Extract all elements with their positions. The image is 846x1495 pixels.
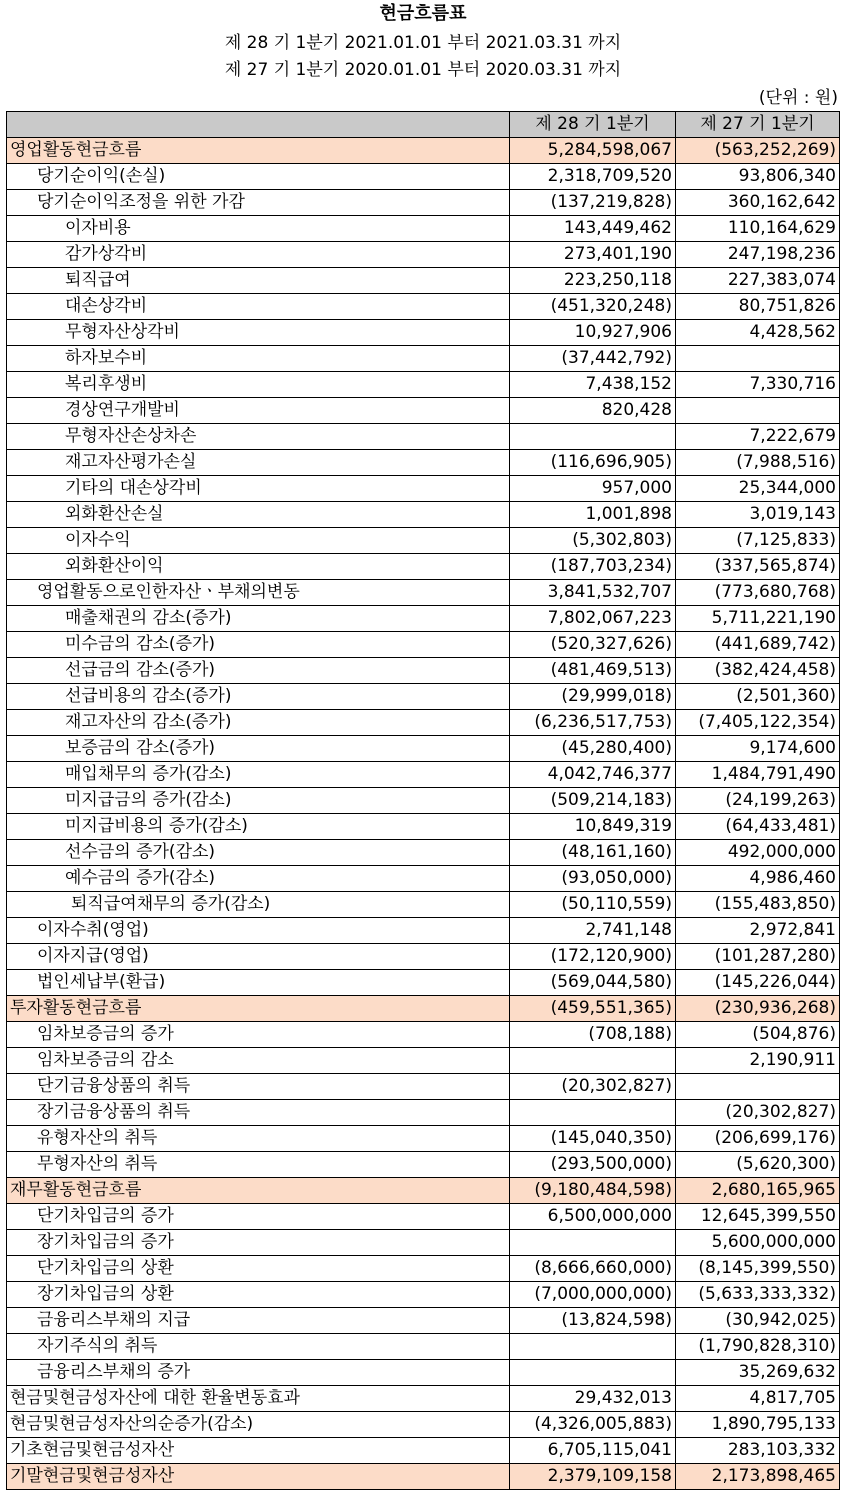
row-prior-value: 5,711,221,190 <box>676 606 840 632</box>
table-row <box>7 684 840 710</box>
row-current-value: 2,379,109,158 <box>510 1464 676 1490</box>
table-row <box>7 268 840 294</box>
row-current-value: (509,214,183) <box>510 788 676 814</box>
row-label: 현금및현금성자산의순증가(감소) <box>7 1412 510 1438</box>
row-prior-value: (563,252,269) <box>676 138 840 164</box>
table-row <box>7 1282 840 1308</box>
row-prior-value: 1,484,791,490 <box>676 762 840 788</box>
row-prior-value: (2,501,360) <box>676 684 840 710</box>
row-prior-value: 12,645,399,550 <box>676 1204 840 1230</box>
row-label: 퇴직급여채무의 증가(감소) <box>7 892 510 918</box>
table-row <box>7 294 840 320</box>
table-row <box>7 372 840 398</box>
table-row <box>7 658 840 684</box>
row-label: 무형자산손상차손 <box>7 424 510 450</box>
row-current-value: 2,741,148 <box>510 918 676 944</box>
row-prior-value: (230,936,268) <box>676 996 840 1022</box>
table-row <box>7 814 840 840</box>
row-label: 장기차입금의 증가 <box>7 1230 510 1256</box>
row-prior-value: (101,287,280) <box>676 944 840 970</box>
row-current-value: (293,500,000) <box>510 1152 676 1178</box>
period-current: 제 28 기 1분기 2021.01.01 부터 2021.03.31 까지 <box>224 33 622 53</box>
row-prior-value: (441,689,742) <box>676 632 840 658</box>
row-prior-value: (382,424,458) <box>676 658 840 684</box>
row-label: 경상연구개발비 <box>7 398 510 424</box>
row-label: 장기금융상품의 취득 <box>7 1100 510 1126</box>
row-prior-value: 110,164,629 <box>676 216 840 242</box>
row-current-value: 3,841,532,707 <box>510 580 676 606</box>
row-current-value: (520,327,626) <box>510 632 676 658</box>
row-current-value: 273,401,190 <box>510 242 676 268</box>
row-prior-value: 360,162,642 <box>676 190 840 216</box>
row-label: 선수금의 증가(감소) <box>7 840 510 866</box>
table-row <box>7 710 840 736</box>
row-current-value: (8,666,660,000) <box>510 1256 676 1282</box>
row-prior-value <box>676 346 840 372</box>
row-current-value: 10,849,319 <box>510 814 676 840</box>
row-current-value: (29,999,018) <box>510 684 676 710</box>
table-row <box>7 970 840 996</box>
table-row-section <box>7 1178 840 1204</box>
row-current-value: (13,824,598) <box>510 1308 676 1334</box>
table-row <box>7 944 840 970</box>
table-row <box>7 216 840 242</box>
table-row-section <box>7 138 840 164</box>
row-current-value: 7,802,067,223 <box>510 606 676 632</box>
table-row <box>7 580 840 606</box>
row-prior-value: 247,198,236 <box>676 242 840 268</box>
table-row <box>7 1152 840 1178</box>
row-prior-value: (145,226,044) <box>676 970 840 996</box>
row-label: 선급비용의 감소(증가) <box>7 684 510 710</box>
table-row <box>7 892 840 918</box>
row-current-value: (187,703,234) <box>510 554 676 580</box>
table-row <box>7 866 840 892</box>
table-row <box>7 918 840 944</box>
table-row <box>7 1074 840 1100</box>
row-label: 유형자산의 취득 <box>7 1126 510 1152</box>
row-current-value: (116,696,905) <box>510 450 676 476</box>
row-current-value: (9,180,484,598) <box>510 1178 676 1204</box>
table-row <box>7 528 840 554</box>
row-label: 매입채무의 증가(감소) <box>7 762 510 788</box>
row-label: 재무활동현금흐름 <box>7 1178 510 1204</box>
row-current-value: (481,469,513) <box>510 658 676 684</box>
row-label: 보증금의 감소(증가) <box>7 736 510 762</box>
table-row <box>7 1230 840 1256</box>
row-prior-value: (20,302,827) <box>676 1100 840 1126</box>
row-current-value: (6,236,517,753) <box>510 710 676 736</box>
row-current-value: (45,280,400) <box>510 736 676 762</box>
row-prior-value: (24,199,263) <box>676 788 840 814</box>
table-row <box>7 1412 840 1438</box>
table-row <box>7 554 840 580</box>
row-prior-value: (7,125,833) <box>676 528 840 554</box>
row-label: 현금및현금성자산에 대한 환율변동효과 <box>7 1386 510 1412</box>
row-current-value: (5,302,803) <box>510 528 676 554</box>
row-label: 예수금의 증가(감소) <box>7 866 510 892</box>
row-current-value: 1,001,898 <box>510 502 676 528</box>
table-row <box>7 476 840 502</box>
row-prior-value: 2,173,898,465 <box>676 1464 840 1490</box>
table-row <box>7 1308 840 1334</box>
row-prior-value: 80,751,826 <box>676 294 840 320</box>
row-label: 장기차입금의 상환 <box>7 1282 510 1308</box>
row-label: 영업활동현금흐름 <box>7 138 510 164</box>
row-label: 미수금의 감소(증가) <box>7 632 510 658</box>
row-label: 이자지급(영업) <box>7 944 510 970</box>
row-prior-value: 25,344,000 <box>676 476 840 502</box>
row-label: 외화환산이익 <box>7 554 510 580</box>
row-current-value: 29,432,013 <box>510 1386 676 1412</box>
row-current-value: 10,927,906 <box>510 320 676 346</box>
row-label: 단기차입금의 증가 <box>7 1204 510 1230</box>
row-label: 당기순이익조정을 위한 가감 <box>7 190 510 216</box>
row-current-value: 957,000 <box>510 476 676 502</box>
row-label: 금융리스부채의 증가 <box>7 1360 510 1386</box>
row-prior-value: (8,145,399,550) <box>676 1256 840 1282</box>
period-prior: 제 27 기 1분기 2020.01.01 부터 2020.03.31 까지 <box>224 60 622 80</box>
table-row-section <box>7 1464 840 1490</box>
row-current-value: 7,438,152 <box>510 372 676 398</box>
row-current-value: (172,120,900) <box>510 944 676 970</box>
row-prior-value: 4,428,562 <box>676 320 840 346</box>
row-prior-value: (773,680,768) <box>676 580 840 606</box>
row-current-value: 5,284,598,067 <box>510 138 676 164</box>
table-row <box>7 398 840 424</box>
row-label: 법인세납부(환급) <box>7 970 510 996</box>
row-label: 복리후생비 <box>7 372 510 398</box>
table-row <box>7 1386 840 1412</box>
row-prior-value: 227,383,074 <box>676 268 840 294</box>
row-prior-value <box>676 1074 840 1100</box>
row-current-value: (20,302,827) <box>510 1074 676 1100</box>
row-current-value: 6,500,000,000 <box>510 1204 676 1230</box>
header-current: 제 28 기 1분기 <box>510 112 676 138</box>
row-current-value <box>510 1360 676 1386</box>
row-current-value: (708,188) <box>510 1022 676 1048</box>
table-row <box>7 1022 840 1048</box>
row-prior-value: (1,790,828,310) <box>676 1334 840 1360</box>
row-prior-value: (5,620,300) <box>676 1152 840 1178</box>
row-prior-value: 7,330,716 <box>676 372 840 398</box>
row-label: 대손상각비 <box>7 294 510 320</box>
row-current-value: (37,442,792) <box>510 346 676 372</box>
row-prior-value: (5,633,333,332) <box>676 1282 840 1308</box>
row-label: 기초현금및현금성자산 <box>7 1438 510 1464</box>
row-prior-value: 2,190,911 <box>676 1048 840 1074</box>
row-prior-value: (337,565,874) <box>676 554 840 580</box>
row-label: 투자활동현금흐름 <box>7 996 510 1022</box>
row-current-value: 143,449,462 <box>510 216 676 242</box>
row-current-value: 2,318,709,520 <box>510 164 676 190</box>
row-prior-value: 3,019,143 <box>676 502 840 528</box>
table-row <box>7 1334 840 1360</box>
table-row <box>7 320 840 346</box>
unit-label: (단위 : 원) <box>758 88 838 108</box>
row-current-value: 820,428 <box>510 398 676 424</box>
table-row <box>7 424 840 450</box>
row-current-value <box>510 1048 676 1074</box>
row-label: 단기차입금의 상환 <box>7 1256 510 1282</box>
row-label: 기타의 대손상각비 <box>7 476 510 502</box>
row-label: 외화환산손실 <box>7 502 510 528</box>
row-label: 임차보증금의 증가 <box>7 1022 510 1048</box>
row-current-value: (569,044,580) <box>510 970 676 996</box>
row-current-value: (50,110,559) <box>510 892 676 918</box>
row-label: 매출채권의 감소(증가) <box>7 606 510 632</box>
row-prior-value: 2,972,841 <box>676 918 840 944</box>
row-label: 임차보증금의 감소 <box>7 1048 510 1074</box>
row-prior-value: 1,890,795,133 <box>676 1412 840 1438</box>
cash-flow-table <box>6 111 840 1490</box>
row-prior-value <box>676 398 840 424</box>
row-label: 미지급비용의 증가(감소) <box>7 814 510 840</box>
row-current-value: 223,250,118 <box>510 268 676 294</box>
row-current-value: (459,551,365) <box>510 996 676 1022</box>
table-row <box>7 762 840 788</box>
table-row <box>7 346 840 372</box>
row-prior-value: 2,680,165,965 <box>676 1178 840 1204</box>
row-prior-value: (7,988,516) <box>676 450 840 476</box>
statement-title: 현금흐름표 <box>379 3 467 24</box>
row-label: 무형자산의 취득 <box>7 1152 510 1178</box>
row-label: 재고자산평가손실 <box>7 450 510 476</box>
row-label: 하자보수비 <box>7 346 510 372</box>
row-current-value: (4,326,005,883) <box>510 1412 676 1438</box>
table-row <box>7 450 840 476</box>
row-prior-value: (64,433,481) <box>676 814 840 840</box>
row-prior-value: 35,269,632 <box>676 1360 840 1386</box>
header-label <box>7 112 510 138</box>
table-row-section <box>7 996 840 1022</box>
row-prior-value: 9,174,600 <box>676 736 840 762</box>
table-row <box>7 736 840 762</box>
row-prior-value: (30,942,025) <box>676 1308 840 1334</box>
row-label: 재고자산의 감소(증가) <box>7 710 510 736</box>
row-label: 영업활동으로인한자산ㆍ부채의변동 <box>7 580 510 606</box>
row-prior-value: (504,876) <box>676 1022 840 1048</box>
row-prior-value: 283,103,332 <box>676 1438 840 1464</box>
row-current-value: 4,042,746,377 <box>510 762 676 788</box>
row-label: 퇴직급여 <box>7 268 510 294</box>
row-prior-value: (7,405,122,354) <box>676 710 840 736</box>
row-label: 무형자산상각비 <box>7 320 510 346</box>
row-current-value <box>510 1230 676 1256</box>
table-row <box>7 1256 840 1282</box>
row-prior-value: 492,000,000 <box>676 840 840 866</box>
row-prior-value: 4,986,460 <box>676 866 840 892</box>
row-label: 이자수취(영업) <box>7 918 510 944</box>
row-current-value <box>510 424 676 450</box>
row-current-value: (451,320,248) <box>510 294 676 320</box>
row-label: 감가상각비 <box>7 242 510 268</box>
table-row <box>7 632 840 658</box>
row-current-value <box>510 1334 676 1360</box>
table-row <box>7 606 840 632</box>
row-prior-value: 7,222,679 <box>676 424 840 450</box>
row-prior-value: 5,600,000,000 <box>676 1230 840 1256</box>
row-current-value: (137,219,828) <box>510 190 676 216</box>
row-label: 금융리스부채의 지급 <box>7 1308 510 1334</box>
row-label: 자기주식의 취득 <box>7 1334 510 1360</box>
row-current-value: (7,000,000,000) <box>510 1282 676 1308</box>
table-header-row <box>7 112 840 138</box>
row-label: 당기순이익(손실) <box>7 164 510 190</box>
table-row <box>7 840 840 866</box>
row-current-value: 6,705,115,041 <box>510 1438 676 1464</box>
table-row <box>7 1204 840 1230</box>
table-row <box>7 1438 840 1464</box>
row-label: 미지급금의 증가(감소) <box>7 788 510 814</box>
row-label: 선급금의 감소(증가) <box>7 658 510 684</box>
header-prior: 제 27 기 1분기 <box>676 112 840 138</box>
table-row <box>7 1360 840 1386</box>
table-row <box>7 190 840 216</box>
row-current-value: (93,050,000) <box>510 866 676 892</box>
table-row <box>7 1126 840 1152</box>
row-prior-value: 93,806,340 <box>676 164 840 190</box>
table-row <box>7 1048 840 1074</box>
row-prior-value: (155,483,850) <box>676 892 840 918</box>
row-prior-value: (206,699,176) <box>676 1126 840 1152</box>
table-row <box>7 788 840 814</box>
row-label: 이자비용 <box>7 216 510 242</box>
row-label: 기말현금및현금성자산 <box>7 1464 510 1490</box>
table-row <box>7 164 840 190</box>
row-label: 이자수익 <box>7 528 510 554</box>
table-row <box>7 1100 840 1126</box>
row-current-value <box>510 1100 676 1126</box>
table-row <box>7 242 840 268</box>
row-current-value: (145,040,350) <box>510 1126 676 1152</box>
row-current-value: (48,161,160) <box>510 840 676 866</box>
row-label: 단기금융상품의 취득 <box>7 1074 510 1100</box>
row-prior-value: 4,817,705 <box>676 1386 840 1412</box>
table-row <box>7 502 840 528</box>
